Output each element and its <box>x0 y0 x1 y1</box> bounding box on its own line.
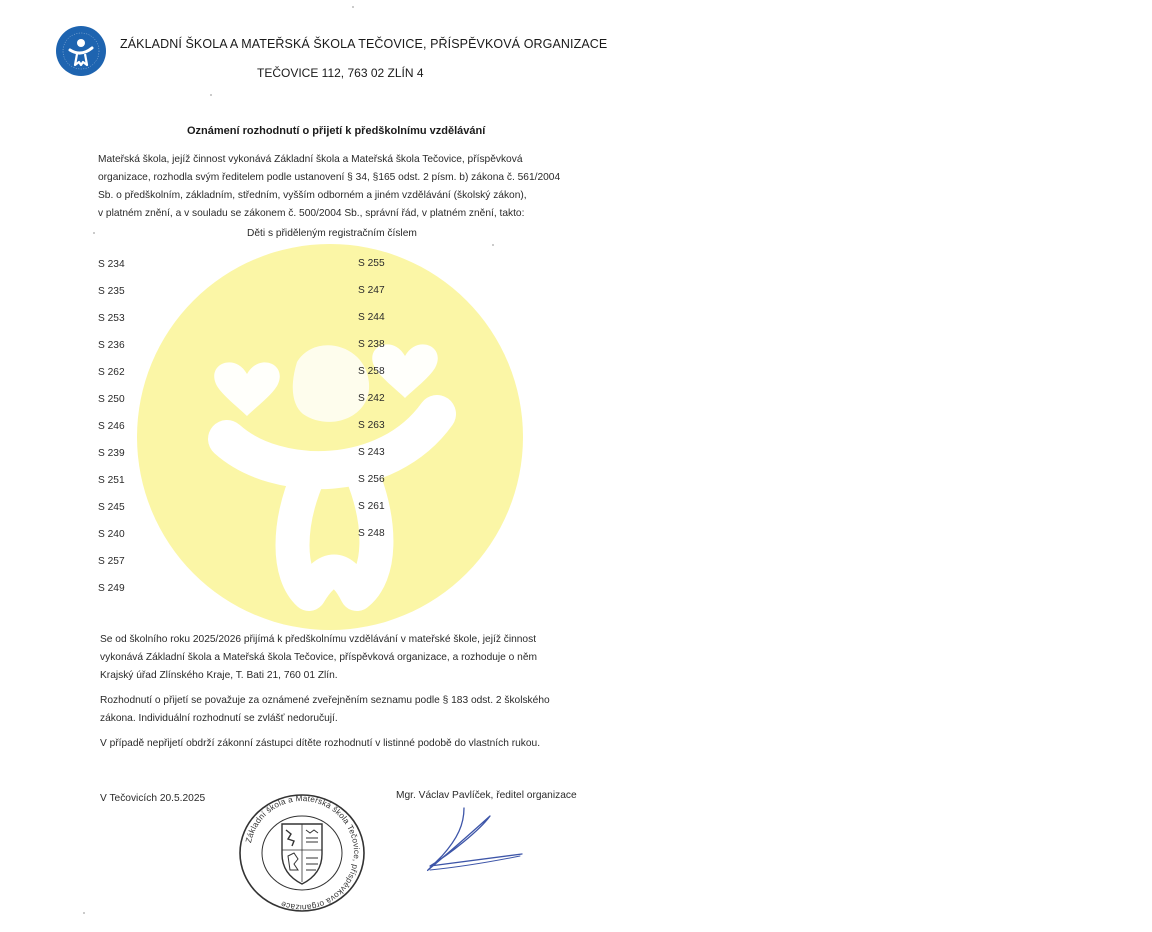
registration-number: S 255 <box>358 258 385 269</box>
registration-number: S 242 <box>358 393 385 404</box>
registration-number: S 258 <box>358 366 385 377</box>
smiley-watermark-icon <box>137 244 523 630</box>
intro-line: organizace, rozhodla svým ředitelem podle ustanovení § 34, §165 odst. 2 písm. b) zákona č. 561/2004 <box>98 172 561 183</box>
registration-number: S 246 <box>98 421 125 432</box>
handwritten-signature-icon <box>420 804 530 878</box>
scan-speck <box>83 912 85 914</box>
appeal-line: Se od školního roku 2025/2026 přijímá k předškolnímu vzdělávání v mateřské škole, jejíž činnost <box>100 634 537 645</box>
organization-name: ZÁKLADNÍ ŠKOLA A MATEŘSKÁ ŠKOLA TEČOVICE, PŘÍSPĚVKOVÁ ORGANIZACE <box>120 37 608 51</box>
registration-number: S 261 <box>358 501 385 512</box>
official-stamp-icon <box>236 792 368 914</box>
scan-speck <box>492 244 494 246</box>
scan-speck <box>93 232 95 234</box>
registration-number: S 235 <box>98 286 125 297</box>
appeal-paragraph <box>100 631 537 685</box>
registration-list-right <box>358 256 385 553</box>
list-heading: Děti s přiděleným registračním číslem <box>247 228 417 239</box>
registration-number: S 257 <box>98 556 125 567</box>
organization-address: TEČOVICE 112, 763 02 ZLÍN 4 <box>257 66 424 80</box>
registration-number: S 243 <box>358 447 385 458</box>
notice-line: zákona. Individuální rozhodnutí se zvlášť nedoručují. <box>100 713 338 724</box>
registration-number: S 247 <box>358 285 385 296</box>
registration-number: S 234 <box>98 259 125 270</box>
document-title: Oznámení rozhodnutí o přijetí k předškolnímu vzdělávání <box>187 125 486 137</box>
appeal-line: Krajský úřad Zlínského Kraje, T. Bati 21, 760 01 Zlín. <box>100 670 338 681</box>
stamp-text: Základní škola a Mateřská škola Tečovice, příspěvková organizace <box>244 793 362 913</box>
registration-number: S 238 <box>358 339 385 350</box>
registration-number: S 248 <box>358 528 385 539</box>
registration-number: S 239 <box>98 448 125 459</box>
intro-paragraph <box>98 151 560 223</box>
appeal-line: vykonává Základní škola a Mateřská škola Tečovice, příspěvková organizace, a rozhoduje o něm <box>100 652 537 663</box>
registration-number: S 256 <box>358 474 385 485</box>
intro-line: Sb. o předškolním, základním, středním, vyšším odborném a jiném vzdělávání (školský zákon), <box>98 190 527 201</box>
registration-list-left <box>98 257 125 608</box>
notice-line: Rozhodnutí o přijetí se považuje za oznámené zveřejněním seznamu podle § 183 odst. 2 školského <box>100 695 550 706</box>
notice-paragraph <box>100 692 550 728</box>
place-and-date: V Tečovicích 20.5.2025 <box>100 793 206 804</box>
signatory-name: Mgr. Václav Pavlíček, ředitel organizace <box>396 790 577 801</box>
scan-speck <box>210 94 212 96</box>
scan-speck <box>352 6 354 8</box>
registration-number: S 236 <box>98 340 125 351</box>
intro-line: v platném znění, a v souladu se zákonem č. 500/2004 Sb., správní řád, v platném znění, takto: <box>98 208 525 219</box>
registration-number: S 249 <box>98 583 125 594</box>
nonadmission-paragraph: V případě nepřijetí obdrží zákonní zástupci dítěte rozhodnutí v listinné podobě do vlastních rukou. <box>100 738 541 749</box>
registration-number: S 244 <box>358 312 385 323</box>
registration-number: S 245 <box>98 502 125 513</box>
registration-number: S 253 <box>98 313 125 324</box>
registration-number: S 240 <box>98 529 125 540</box>
registration-number: S 262 <box>98 367 125 378</box>
registration-number: S 263 <box>358 420 385 431</box>
registration-number: S 250 <box>98 394 125 405</box>
intro-line: Mateřská škola, jejíž činnost vykonává Základní škola a Mateřská škola Tečovice, příspěvková <box>98 154 523 165</box>
registration-number: S 251 <box>98 475 125 486</box>
school-smiley-logo-icon <box>56 26 106 76</box>
